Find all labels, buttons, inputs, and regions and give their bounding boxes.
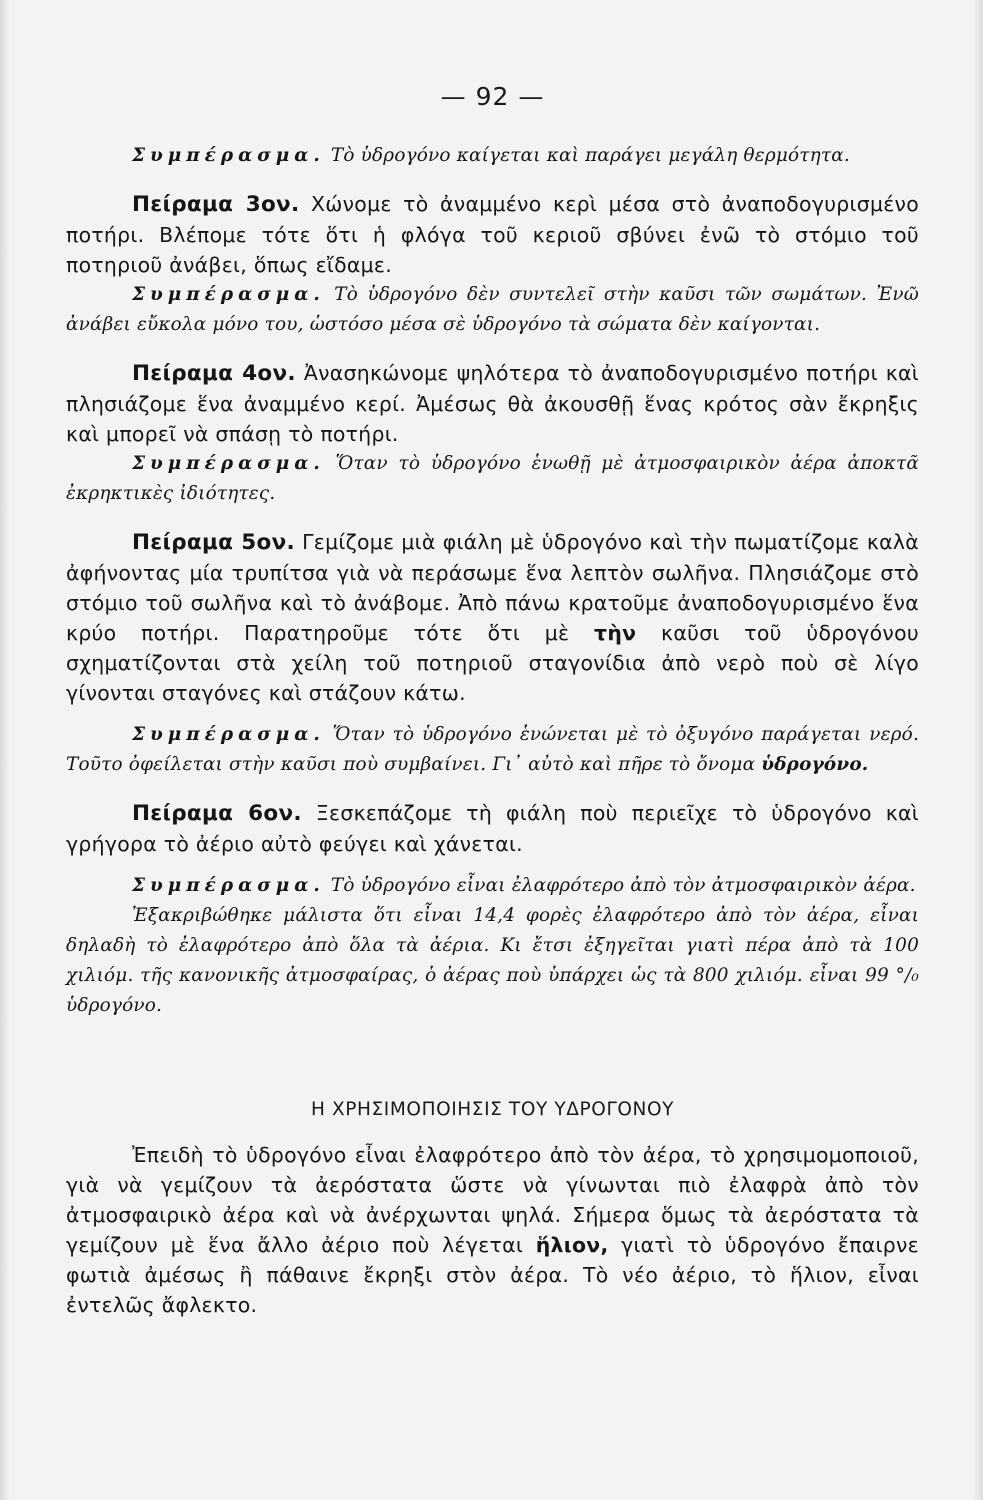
experiment-4-text: Ἀνασηκώνομε ψηλότερα τὸ ἀναποδογυρισμένο ποτήρι καὶ πλησιάζομε ἕνα ἀναμμένο κερί. Ἀμέσως θὰ ἀκουσθῇ ἕνας κρότος σὰν ἔκρηξις καὶ μπορεῖ νὰ σπάσῃ τὸ ποτήρι.: [66, 361, 920, 446]
conclusion-label: Συμπέρασμα.: [132, 284, 325, 305]
scan-shadow-right: [973, 0, 983, 1500]
scan-shadow-left: [0, 0, 10, 1500]
paragraph-conclusion-3: [66, 280, 919, 340]
paragraph-experiment-4: [66, 358, 919, 449]
experiment-5-label: Πείραμα 5ον.: [132, 530, 296, 555]
page-number: — 92 —: [440, 82, 545, 111]
uses-bold-word: ἥλιον,: [535, 1233, 609, 1257]
conclusion-label: Συμπέρασμα.: [132, 145, 325, 166]
conclusion-2-text: Τὸ ὑδρογόνο καίγεται καὶ παράγει μεγάλη θερμότητα.: [324, 145, 850, 166]
uses-text-a: Ἐπειδὴ τὸ ὑδρογόνο εἶναι ἐλαφρότερο ἀπὸ τὸν ἀέρα, τὸ χρησιμομοποιοῦ, γιὰ νὰ γεμίζουν τὰ ἀερόστατα ὥστε νὰ γίνωνται πιὸ ἐλαφρὰ ἀπὸ τὸν ἀτμοσφαιρικὸ ἀέρα καὶ νὰ ἀνέρχωνται ψηλά. Σήμερα ὅμως τὰ ἀερόστατα τὰ γεμίζουν μὲ ἕνα ἄλλο ἀέριο ποὺ λέγεται: [66, 1143, 919, 1257]
experiment-3-label: Πείραμα 3ον.: [132, 192, 300, 217]
section-heading: Η ΧΡΗΣΙΜΟΠΟΙΗΣΙΣ ΤΟΥ ΥΔΡΟΓΟΝΟΥ: [310, 1099, 675, 1120]
paragraph-conclusion-2: [66, 141, 919, 171]
experiment-5-bold-word: τὴν: [594, 621, 637, 645]
experiment-6-text: Ξεσκεπάζομε τὴ φιάλη ποὺ περιεῖχε τὸ ὑδρογόνο καὶ γρήγορα τὸ ἀέριο αὐτὸ φεύγει καὶ χάνεται.: [66, 801, 919, 856]
experiment-4-label: Πείραμα 4ον.: [132, 361, 296, 386]
conclusion-label: Συμπέρασμα.: [132, 453, 325, 474]
conclusion-5-bold-word: ὑδρογόνο.: [761, 754, 869, 775]
uses-text-b: γιατὶ τὸ ὑδρογόνο ἔπαιρνε φωτιὰ ἀμέσως ἢ πάθαινε ἔκρηξι στὸν ἀέρα. Τὸ νέο ἀέριο, τὸ ἥλιον, εἶναι ἐντελῶς ἄφλεκτο.: [66, 1233, 920, 1317]
experiment-6-label: Πείραμα 6ον.: [132, 801, 302, 826]
paragraph-conclusion-5: [66, 720, 919, 780]
experiment-5-text-b: καῦσι τοῦ ὑδρογόνου σχηματίζονται στὰ χείλη τοῦ ποτηριοῦ σταγονίδια ἀπὸ νερὸ ποὺ σὲ λίγο γίνονται σταγόνες καὶ στάζουν κάτω.: [66, 621, 919, 705]
paragraph-conclusion-6: [66, 871, 919, 901]
conclusion-label: Συμπέρασμα.: [132, 875, 325, 896]
paragraph-conclusion-4: [66, 449, 919, 509]
conclusion-4-text: Ὅταν τὸ ὑδρογόνο ἑνωθῇ μὲ ἀτμοσφαιρικὸν ἀέρα ἀποκτᾶ ἐκρηκτικὲς ἰδιότητες.: [66, 453, 919, 504]
conclusion-3-text: Τὸ ὑδρογόνο δὲν συντελεῖ στὴν καῦσι τῶν σωμάτων. Ἐνῶ ἀνάβει εὔκολα μόνο του, ὡστόσο μέσα σὲ ὑδρογόνο τὰ σώματα δὲν καίγονται.: [66, 284, 919, 335]
paragraph-uses: [66, 1140, 919, 1320]
paragraph-experiment-6-note: Ἐξακριβώθηκε μάλιστα ὅτι εἶναι 14,4 φορὲς ἐλαφρότερο ἀπὸ τὸν ἀέρα, εἶναι δηλαδὴ τὸ ἐλαφρότερο ἀπὸ ὅλα τὰ ἀέρια. Κι ἔτσι ἐξηγεῖται γιατὶ πέρα ἀπὸ τὰ 100 χιλιόμ. τῆς κανονικῆς ἀτμοσφαίρας, ὁ ἀέρας ποὺ ὑπάρχει ὡς τὰ 800 χιλιόμ. εἶναι 99 °/₀ ὑδρογόνο.: [66, 905, 919, 1016]
paragraph-experiment-5: [66, 527, 919, 708]
conclusion-label: Συμπέρασμα.: [132, 724, 325, 745]
experiment-5-text-a: Γεμίζομε μιὰ φιάλη μὲ ὑδρογόνο καὶ τὴν πωματίζομε καλὰ ἀφήνοντας μία τρυπίτσα γιὰ νὰ περάσωμε ἕνα λεπτὸν σωλῆνα. Πλησιάζομε στὸ στόμιο τοῦ σωλῆνα καὶ τὸ ἀνάβομε. Ἀπὸ πάνω κρατοῦμε ἀναποδογυρισμένο ἕνα κρύο ποτήρι. Παρατηροῦμε τότε ὅτι μὲ: [66, 530, 920, 645]
experiment-3-text: Χώνομε τὸ ἀναμμένο κερὶ μέσα στὸ ἀναποδογυρισμένο ποτήρι. Βλέπομε τότε ὅτι ἡ φλόγα τοῦ κεριοῦ σβύνει ἐνῶ τὸ στόμιο τοῦ ποτηριοῦ ἀνάβει, ὅπως εἴδαμε.: [66, 192, 920, 277]
paragraph-experiment-3: [66, 189, 919, 280]
conclusion-5-text: Ὅταν τὸ ὑδρογόνο ἑνώνεται μὲ τὸ ὀξυγόνο παράγεται νερό. Τοῦτο ὀφείλεται στὴν καῦσι ποὺ συμβαίνει. Γι᾿ αὐτὸ καὶ πῆρε τὸ ὄνομα: [66, 724, 919, 775]
paragraph-experiment-6: [66, 798, 919, 859]
page-body: [66, 82, 919, 1320]
conclusion-6-text: Τὸ ὑδρογόνο εἶναι ἐλαφρότερο ἀπὸ τὸν ἀτμοσφαιρικὸν ἀέρα.: [324, 875, 916, 896]
